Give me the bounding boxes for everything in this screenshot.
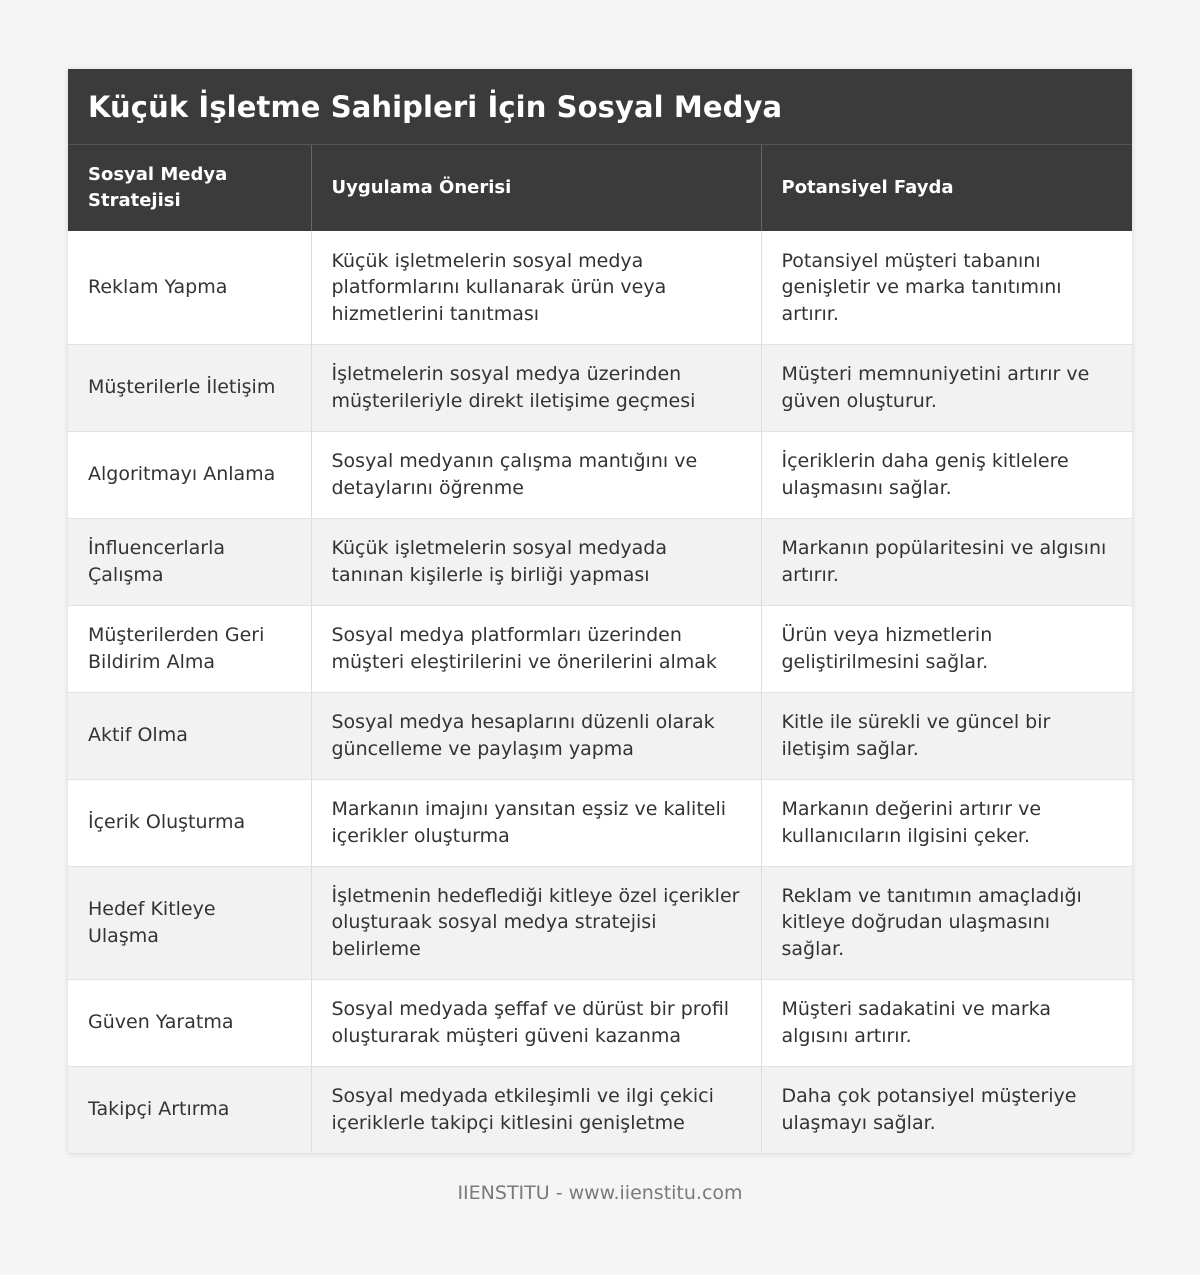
header-strategy: Sosyal Medya Stratejisi [68, 145, 311, 231]
cell-strategy: Müşterilerle İletişim [68, 344, 311, 431]
cell-strategy: Hedef Kitleye Ulaşma [68, 866, 311, 979]
table-header-row [68, 145, 1132, 231]
table-row [68, 231, 1132, 344]
footer-credit: IIENSTITU - www.iienstitu.com [457, 1182, 743, 1204]
cell-suggestion: Küçük işletmelerin sosyal medyada tanınan kişilerle iş birliği yapması [311, 518, 761, 605]
header-suggestion: Uygulama Önerisi [311, 145, 761, 231]
cell-benefit: Markanın popülaritesini ve algısını artırır. [761, 518, 1132, 605]
table-row [68, 605, 1132, 692]
cell-suggestion: Markanın imajını yansıtan eşsiz ve kaliteli içerikler oluşturma [311, 779, 761, 866]
cell-suggestion: Küçük işletmelerin sosyal medya platformlarını kullanarak ürün veya hizmetlerini tanıtması [311, 231, 761, 344]
table-row [68, 779, 1132, 866]
cell-strategy: Takipçi Artırma [68, 1066, 311, 1153]
cell-benefit: Daha çok potansiyel müşteriye ulaşmayı sağlar. [761, 1066, 1132, 1153]
cell-strategy: İçerik Oluşturma [68, 779, 311, 866]
cell-benefit: Kitle ile sürekli ve güncel bir iletişim sağlar. [761, 692, 1132, 779]
table-row [68, 866, 1132, 979]
cell-benefit: Ürün veya hizmetlerin geliştirilmesini sağlar. [761, 605, 1132, 692]
table-row [68, 431, 1132, 518]
cell-benefit: Markanın değerini artırır ve kullanıcıların ilgisini çeker. [761, 779, 1132, 866]
cell-benefit: Müşteri sadakatini ve marka algısını artırır. [761, 979, 1132, 1066]
cell-strategy: Algoritmayı Anlama [68, 431, 311, 518]
cell-suggestion: Sosyal medyanın çalışma mantığını ve detaylarını öğrenme [311, 431, 761, 518]
table-row [68, 518, 1132, 605]
cell-suggestion: İşletmenin hedeflediği kitleye özel içerikler oluşturaak sosyal medya stratejisi belirleme [311, 866, 761, 979]
cell-benefit: İçeriklerin daha geniş kitlelere ulaşmasını sağlar. [761, 431, 1132, 518]
cell-strategy: Aktif Olma [68, 692, 311, 779]
header-benefit: Potansiyel Fayda [761, 145, 1132, 231]
cell-suggestion: Sosyal medya platformları üzerinden müşteri eleştirilerini ve önerilerini almak [311, 605, 761, 692]
cell-suggestion: Sosyal medyada şeffaf ve dürüst bir profil oluşturarak müşteri güveni kazanma [311, 979, 761, 1066]
page-title: Küçük İşletme Sahipleri İçin Sosyal Medya [88, 89, 783, 124]
cell-benefit: Müşteri memnuniyetini artırır ve güven oluşturur. [761, 344, 1132, 431]
title-bar [68, 69, 1132, 145]
cell-strategy: İnfluencerlarla Çalışma [68, 518, 311, 605]
cell-suggestion: Sosyal medyada etkileşimli ve ilgi çekici içeriklerle takipçi kitlesini genişletme [311, 1066, 761, 1153]
strategy-table [68, 145, 1132, 1154]
table-row [68, 1066, 1132, 1153]
cell-benefit: Reklam ve tanıtımın amaçladığı kitleye doğrudan ulaşmasını sağlar. [761, 866, 1132, 979]
cell-strategy: Müşterilerden Geri Bildirim Alma [68, 605, 311, 692]
table-card [68, 69, 1132, 1154]
table-row [68, 692, 1132, 779]
cell-strategy: Güven Yaratma [68, 979, 311, 1066]
cell-strategy: Reklam Yapma [68, 231, 311, 344]
table-row [68, 979, 1132, 1066]
table-row [68, 344, 1132, 431]
cell-suggestion: İşletmelerin sosyal medya üzerinden müşterileriyle direkt iletişime geçmesi [311, 344, 761, 431]
cell-suggestion: Sosyal medya hesaplarını düzenli olarak güncelleme ve paylaşım yapma [311, 692, 761, 779]
cell-benefit: Potansiyel müşteri tabanını genişletir ve marka tanıtımını artırır. [761, 231, 1132, 344]
